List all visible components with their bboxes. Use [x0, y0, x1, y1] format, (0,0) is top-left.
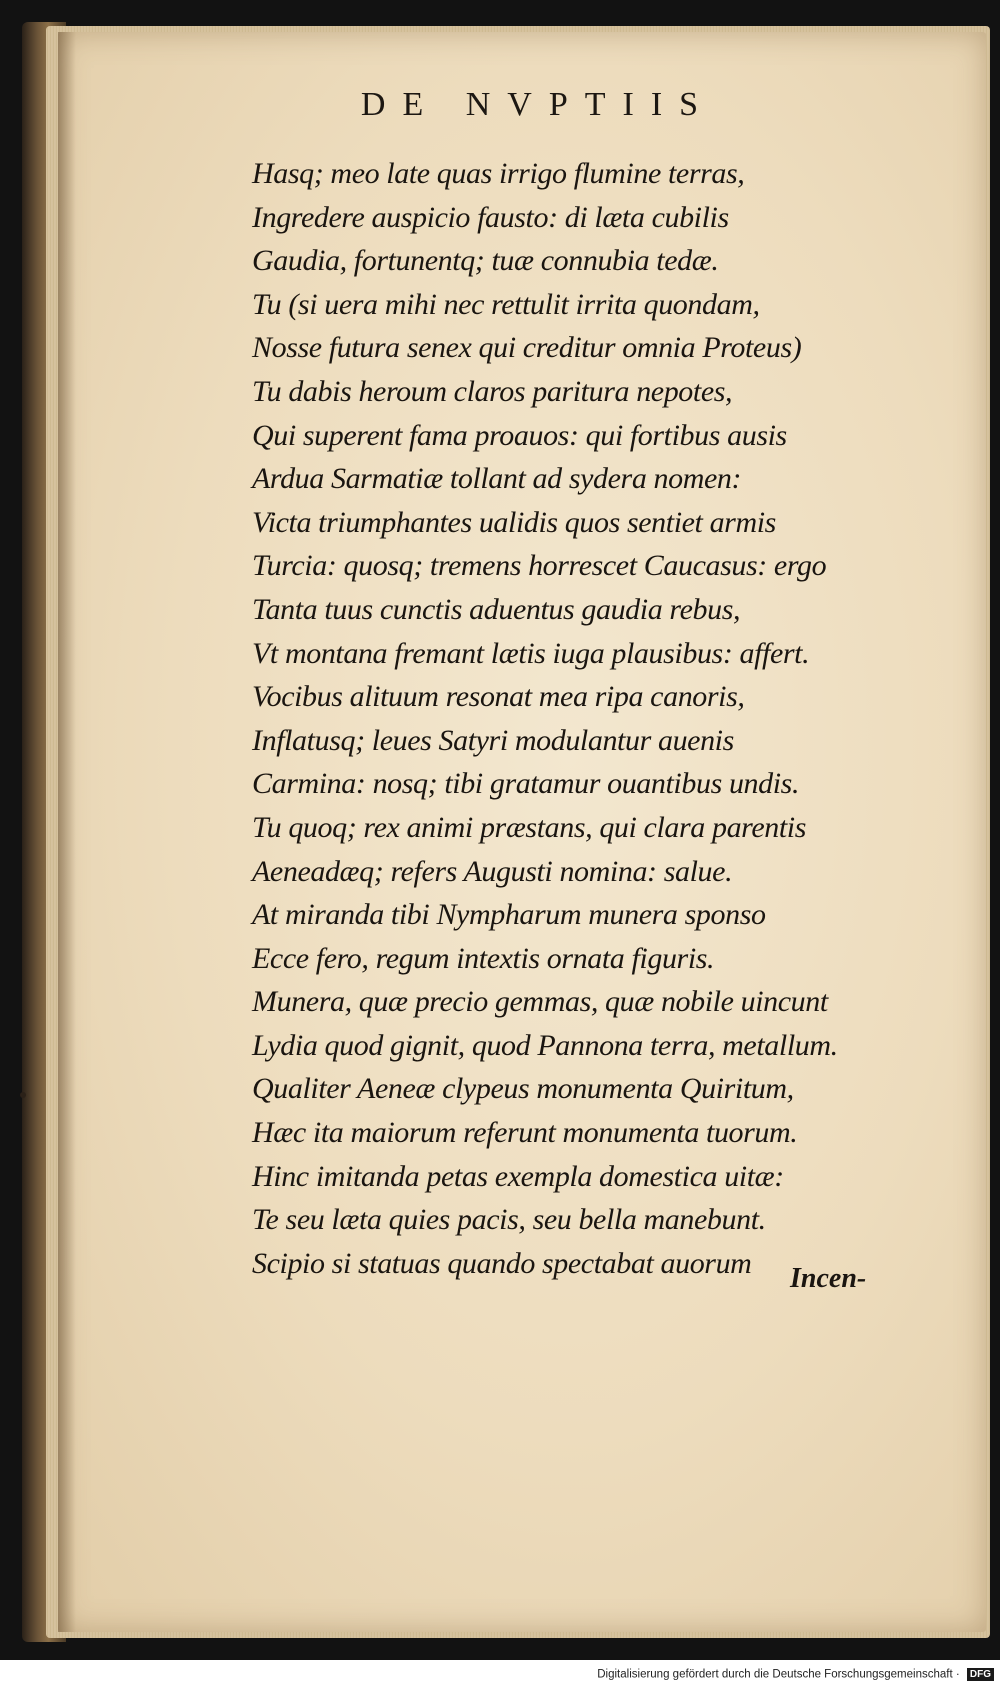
- digitization-credit: [0, 1668, 1000, 1681]
- verse-line: Nosse futura senex qui creditur omnia Proteus): [252, 331, 802, 365]
- verse-line: Aeneadæq; refers Augusti nomina: salue.: [252, 854, 733, 888]
- running-head: DE NVPTIIS: [360, 86, 716, 123]
- verse-block: [252, 152, 932, 1285]
- verse-line: Tanta tuus cunctis aduentus gaudia rebus,: [252, 592, 741, 626]
- verse-line: Qui superent fama proauos: qui fortibus ausis: [252, 418, 787, 452]
- verse-line: Qualiter Aeneæ clypeus monumenta Quiritum,: [252, 1072, 794, 1106]
- verse-line: Victa triumphantes ualidis quos sentiet armis: [252, 505, 776, 539]
- dfg-logo-icon: DFG: [967, 1668, 994, 1681]
- verse-line: Inflatusq; leues Satyri modulantur auenis: [252, 723, 734, 757]
- verse-line: Hasq; meo late quas irrigo flumine terras,: [252, 157, 745, 190]
- verse-line: Vocibus alituum resonat mea ripa canoris,: [252, 680, 745, 714]
- verse-line: Tu dabis heroum claros paritura nepotes,: [252, 374, 733, 408]
- verse-line: Hæc ita maiorum referunt monumenta tuorum.: [252, 1116, 798, 1150]
- verse-line: Hinc imitanda petas exempla domestica uitæ:: [252, 1159, 784, 1193]
- verse-line: Carmina: nosq; tibi gratamur ouantibus undis.: [252, 767, 800, 801]
- verse-line: Gaudia, fortunentq; tuæ connubia tedæ.: [252, 244, 719, 278]
- verse-line: Munera, quæ precio gemmas, quæ nobile uincunt: [252, 985, 828, 1019]
- verse-line: Tu quoq; rex animi præstans, qui clara parentis: [252, 810, 806, 844]
- catchword: Incen-: [790, 1263, 867, 1294]
- verse-line: Scipio si statuas quando spectabat auorum: [252, 1246, 752, 1280]
- verse-line: Te seu læta quies pacis, seu bella manebunt.: [252, 1203, 766, 1237]
- verse-line: Tu (si uera mihi nec rettulit irrita quondam,: [252, 287, 760, 321]
- credit-text: Digitalisierung gefördert durch die Deutsche Forschungsgemeinschaft ·: [597, 1668, 960, 1681]
- verse-line: Lydia quod gignit, quod Pannona terra, metallum.: [252, 1028, 838, 1062]
- verse-line: Turcia: quosq; tremens horrescet Caucasus: ergo: [252, 549, 827, 583]
- verse-line: Ingredere auspicio fausto: di læta cubilis: [252, 200, 729, 234]
- verse-line: Ardua Sarmatiæ tollant ad sydera nomen:: [252, 462, 742, 496]
- verse-line: At miranda tibi Nympharum munera sponso: [252, 898, 766, 932]
- verse-line: Ecce fero, regum intextis ornata figuris.: [252, 941, 715, 975]
- verse-line: Vt montana fremant lætis iuga plausibus: affert.: [252, 636, 810, 670]
- ink-speck: [20, 1092, 26, 1098]
